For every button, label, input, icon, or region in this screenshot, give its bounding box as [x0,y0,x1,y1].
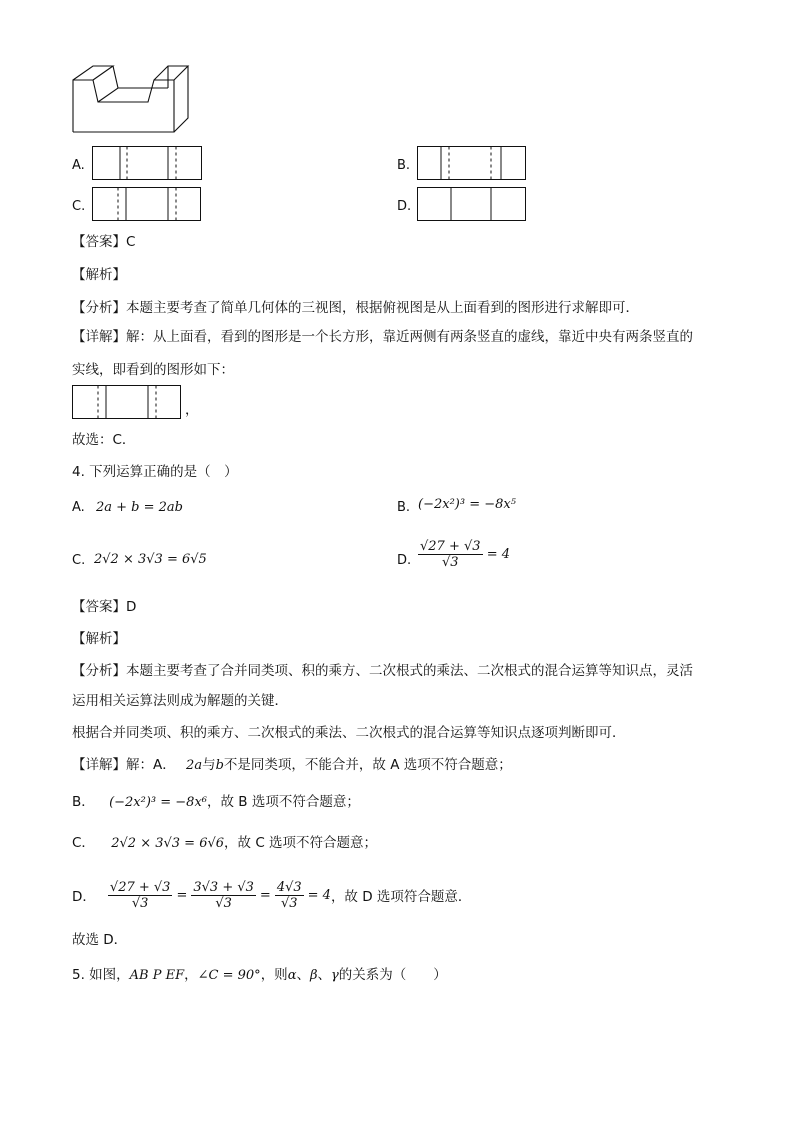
xiangjie-c-expr: 2√2 × 3√3 = 6√6 [111,836,225,851]
xiangjie-c-label: C． [72,835,95,851]
equals: = [176,887,188,903]
q4-fenxi-2: 运用相关运算法则成为解题的关键． [72,693,288,709]
q5-expr-parallel: AB P EF [129,968,185,983]
q4-option-b-expr: (−2x²)³ = −8x⁵ [418,497,516,512]
q5-stem [72,966,447,985]
q3-xiangjie-1 [72,328,693,346]
rhs: = 4 [486,547,510,562]
q3-option-c-figure [92,187,204,223]
fraction-numerator: 3√3 + √3 [193,879,254,895]
xiangjie-c-post: ，故 C 选项不符合题意； [224,835,378,851]
q4-option-d-expr [418,539,510,570]
xiangjie-a-b: b [215,758,224,773]
q4-option-b-label: B. [397,500,411,515]
q5-post: 的关系为（ ） [338,967,447,983]
q5-mid: ，则 [260,967,288,983]
q5-sep: ， [184,967,198,983]
q3-conclusion: 故选：C． [72,432,136,448]
q4-option-c-expr: 2√2 × 3√3 = 6√5 [94,552,207,567]
xiangjie-d-label: D． [72,889,96,905]
xiangjie-a-mid: 与 [202,757,216,773]
fraction-denominator: √3 [280,895,298,911]
xiangjie-tag: 【详解】 [72,757,126,773]
q4-xiangjie-b [72,793,360,812]
q3-jiexi: 【解析】 [72,267,126,283]
fraction [275,880,304,911]
xiangjie-a-expr: 2a [186,758,203,773]
xiangjie-b-label: B． [72,794,95,810]
fenxi-tag: 【分析】 [72,663,126,679]
q3-option-d-label: D. [397,199,412,214]
xiangjie-a-post: 不是同类项，不能合并，故 A 选项不符合题意； [223,757,512,773]
q5-beta: β [309,968,318,983]
q4-option-d-label: D. [397,553,412,568]
q3-option-a-label: A. [72,158,85,173]
answer-tag: 【答案】 [72,234,126,250]
block-figure [70,62,190,142]
q5-expr-angle: ∠C = 90° [197,968,261,983]
q5-gamma: γ [330,968,339,983]
q3-option-c-label: C. [72,199,86,214]
q4-conclusion: 故选 D． [72,932,128,948]
equals: = [259,887,271,903]
answer-value: C [126,234,136,250]
q5-stem-pre: 5. 如图， [72,967,130,983]
q5-dun-2: 、 [317,967,331,983]
fraction [418,539,483,570]
q4-answer-line [72,598,136,616]
q5-alpha: α [287,968,297,983]
fraction-numerator: √27 + √3 [420,539,481,554]
q3-option-b-label: B. [397,158,411,173]
xiangjie-text: 解：从上面看，看到的图形是一个长方形，靠近两侧有两条竖直的虚线，靠近中央有两条竖直的 [126,329,693,345]
q4-xiangjie-a [72,756,512,775]
xiangjie-b-post: ，故 B 选项不符合题意； [207,794,360,810]
answer-tag: 【答案】 [72,599,126,615]
xiangjie-a-pre: 解：A． [126,757,176,773]
q3-fenxi [72,299,639,317]
fraction [108,880,173,911]
fenxi-text: 本题主要考查了合并同类项、积的乘方、二次根式的乘法、二次根式的混合运算等知识点，灵活 [126,663,693,679]
fenxi-tag: 【分析】 [72,300,126,316]
answer-value: D [126,599,137,615]
q4-xiangjie-d [72,874,471,916]
q3-option-a-figure [92,146,204,182]
fraction [191,880,256,911]
q3-answer-line [72,233,135,251]
fraction-denominator: √3 [441,555,459,570]
xiangjie-tag: 【详解】 [72,329,126,345]
q3-solution-comma: ， [185,402,199,418]
q4-fenxi-1 [72,662,693,680]
q4-option-c-label: C. [72,553,86,568]
q4-jiexi: 【解析】 [72,631,126,647]
q5-dun-1: 、 [296,967,310,983]
fenxi-text: 本题主要考查了简单几何体的三视图，根据俯视图是从上面看到的图形进行求解即可． [126,300,639,316]
fraction-numerator: √27 + √3 [109,879,171,895]
fraction-denominator: √3 [215,895,232,911]
xiangjie-b-expr: (−2x²)³ = −8x⁶ [109,795,207,810]
rhs: = 4 [307,887,331,903]
xiangjie-d-expr [108,880,331,911]
fraction-numerator: 4√3 [276,879,302,895]
q4-xiangjie-c [72,834,377,853]
q4-option-a-expr: 2a + b = 2ab [96,500,184,515]
q3-option-b-figure [417,146,529,182]
q3-xiangjie-2: 实线，即看到的图形如下： [72,362,234,378]
q4-fenxi-3: 根据合并同类项、积的乘方、二次根式的乘法、二次根式的混合运算等知识点逐项判断即可． [72,725,626,741]
q4-option-a-label: A. [72,500,85,515]
q4-stem: 4. 下列运算正确的是（ ） [72,464,238,480]
q3-option-d-figure [417,187,529,223]
xiangjie-d-post: ，故 D 选项符合题意． [330,889,472,905]
fraction-denominator: √3 [131,895,149,911]
q3-solution-figure [72,385,184,421]
